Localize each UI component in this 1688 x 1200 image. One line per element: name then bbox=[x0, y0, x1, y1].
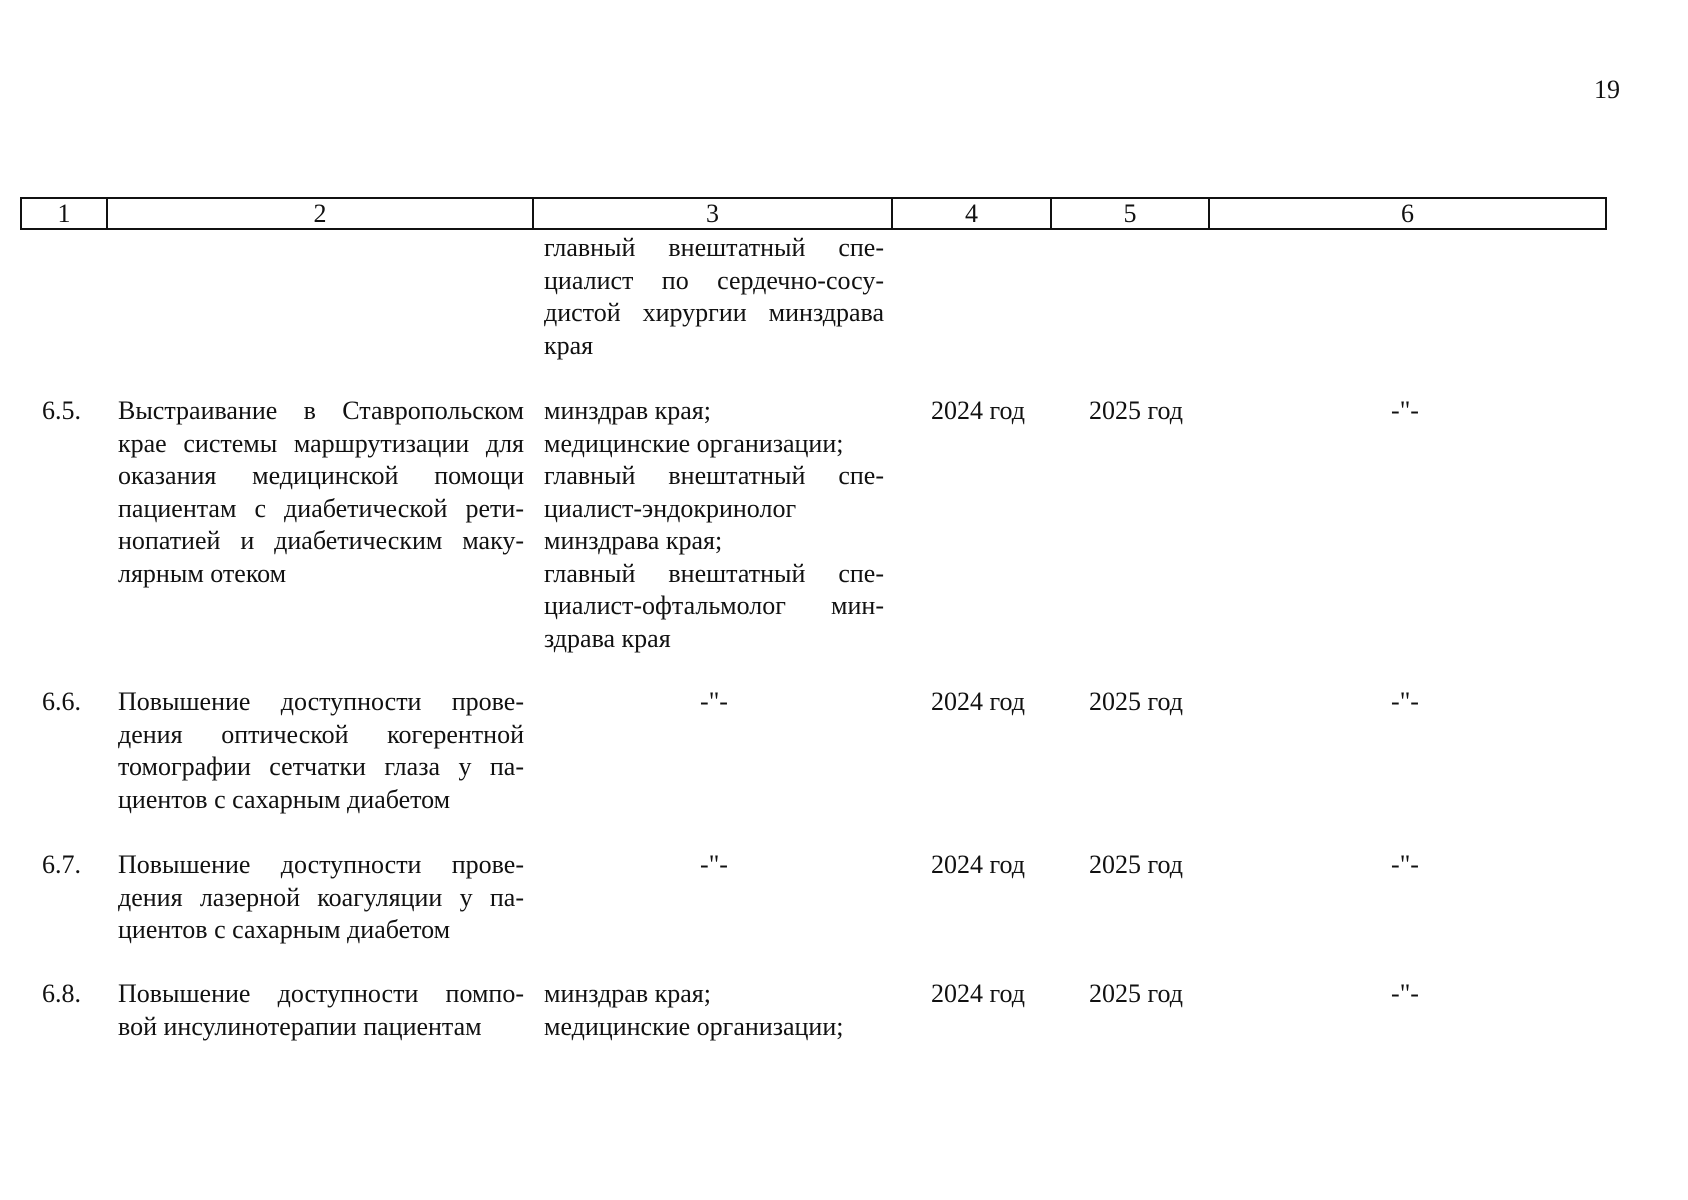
header-col-2: 2 bbox=[108, 199, 534, 228]
activity-line: крае системы маршрутизации для bbox=[118, 428, 524, 458]
result-cell: -"- bbox=[1391, 979, 1419, 1008]
start-date: 2024 год bbox=[931, 850, 1025, 879]
activity-line: нопатией и диабетическим маку- bbox=[118, 526, 524, 555]
responsible-line: главный внештатный спе- bbox=[544, 233, 884, 262]
activity-line: Выстраивание в Ставропольском bbox=[118, 396, 524, 425]
activity-line: томографии сетчатки глаза у па- bbox=[118, 752, 524, 781]
row-number: 6.8. bbox=[42, 979, 81, 1008]
start-date: 2024 год bbox=[931, 396, 1025, 425]
header-col-3: 3 bbox=[534, 199, 893, 228]
activity-line: дения лазерной коагуляции у па- bbox=[118, 882, 524, 912]
responsible-line: главный внештатный спе- bbox=[544, 558, 884, 588]
activity-line: циентов с сахарным диабетом bbox=[118, 915, 451, 944]
activity-line: пациентам с диабетической рети- bbox=[118, 493, 524, 523]
activity-line: оказания медицинской помощи bbox=[118, 461, 524, 490]
activity-cell bbox=[118, 978, 524, 1043]
header-col-6: 6 bbox=[1401, 199, 1414, 228]
activity-line: дения оптической когерентной bbox=[118, 719, 524, 749]
activity-line: Повышение доступности прове- bbox=[118, 850, 524, 879]
row-number: 6.5. bbox=[42, 396, 81, 425]
responsible-line: минздрава края; bbox=[544, 526, 723, 555]
responsible-line: минздрав края; bbox=[544, 396, 711, 425]
activity-line: Повышение доступности помпо- bbox=[118, 979, 524, 1008]
row-number: 6.6. bbox=[42, 687, 81, 716]
responsible-line: края bbox=[544, 330, 594, 360]
end-date: 2025 год bbox=[1089, 979, 1183, 1008]
responsible-cell: -"- bbox=[700, 850, 728, 879]
page-number: 19 bbox=[1594, 75, 1620, 104]
header-col-4: 4 bbox=[893, 199, 1052, 228]
responsible-cell bbox=[544, 395, 884, 655]
responsible-line: циалист-офтальмолог мин- bbox=[544, 591, 884, 620]
activity-cell bbox=[118, 395, 524, 590]
responsible-line: главный внештатный спе- bbox=[544, 461, 884, 490]
table-header-row bbox=[20, 197, 1607, 230]
result-cell: -"- bbox=[1391, 687, 1419, 716]
end-date: 2025 год bbox=[1089, 850, 1183, 879]
end-date: 2025 год bbox=[1089, 396, 1183, 425]
activity-cell bbox=[118, 849, 524, 947]
responsible-line: циалист по сердечно-сосу- bbox=[544, 265, 884, 295]
responsible-line: циалист-эндокринолог bbox=[544, 493, 797, 523]
result-cell: -"- bbox=[1391, 396, 1419, 425]
activity-line: Повышение доступности прове- bbox=[118, 687, 524, 716]
activity-cell bbox=[118, 686, 524, 816]
end-date: 2025 год bbox=[1089, 687, 1183, 716]
responsible-line: здрава края bbox=[544, 623, 671, 653]
activity-line: лярным отеком bbox=[118, 558, 287, 588]
start-date: 2024 год bbox=[931, 687, 1025, 716]
start-date: 2024 год bbox=[931, 979, 1025, 1008]
responsible-line: минздрав края; bbox=[544, 979, 711, 1008]
header-col-1: 1 bbox=[22, 199, 108, 228]
row-number: 6.7. bbox=[42, 850, 81, 879]
responsible-cell: -"- bbox=[700, 687, 728, 716]
result-cell: -"- bbox=[1391, 850, 1419, 879]
responsible-line: медицинские организации; bbox=[544, 428, 844, 458]
responsible-cell bbox=[544, 978, 884, 1043]
activity-line: вой инсулинотерапии пациентам bbox=[118, 1011, 482, 1041]
activity-line: циентов с сахарным диабетом bbox=[118, 784, 451, 814]
responsible-cell bbox=[544, 232, 884, 362]
responsible-line: медицинские организации; bbox=[544, 1011, 844, 1041]
responsible-line: дистой хирургии минздрава bbox=[544, 298, 884, 327]
header-col-5: 5 bbox=[1052, 199, 1210, 228]
